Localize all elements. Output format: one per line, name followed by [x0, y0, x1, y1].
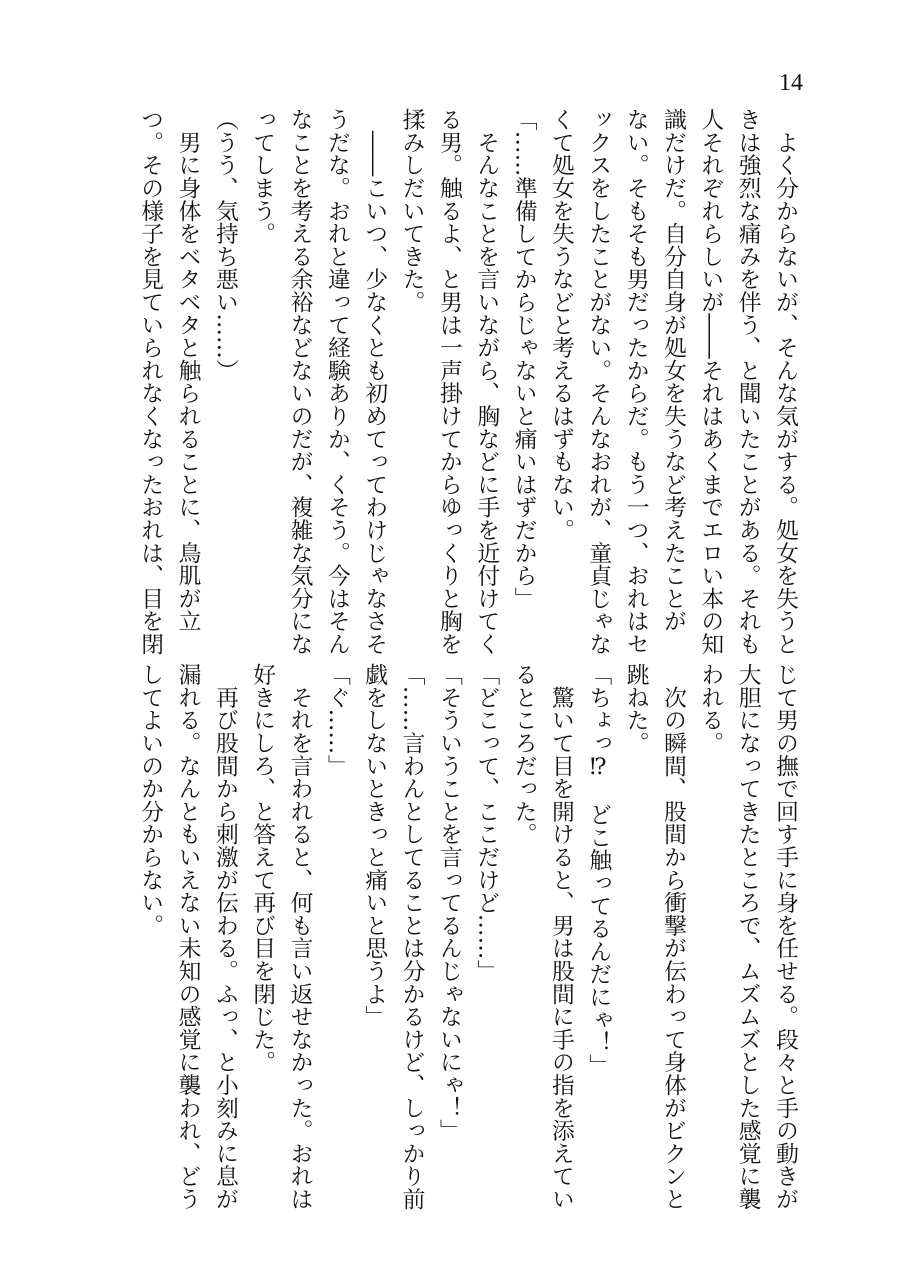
text-line: してよいのか分からない。 [137, 663, 164, 937]
text-line: 驚いて目を開けると、男は股間に手の指を添えてい [547, 663, 574, 1211]
text-line: それを言われると、何も言い返せなかった。おれは [286, 663, 313, 1211]
text-line: るところだった。 [510, 663, 537, 846]
text-line: そんなことを言いながら、胸などに手を近付けてく [473, 108, 500, 656]
text-line: なことを考える余裕などないのだが、複雑な気分にな [286, 108, 313, 656]
text-line: 人それぞれらしいが――それはあくまでエロい本の知 [697, 108, 724, 656]
upper-text-block [131, 108, 803, 656]
text-line: る男。触るよ、と男は一声掛けてからゆっくりと胸を [435, 108, 462, 656]
lower-text-block [131, 663, 803, 1211]
text-line: 識だけだ。自分自身が処女を失うなど考えたことが [659, 108, 686, 633]
text-line: ない。そもそも男だったからだ。もう一つ、おれはセ [622, 108, 649, 656]
text-line: くて処女を失うなどと考えるはずもない。 [547, 108, 574, 542]
text-line: われる。 [697, 663, 724, 755]
text-line: じて男の撫で回す手に身を任せる。段々と手の動きが [772, 663, 798, 1211]
text-line: 次の瞬間、股間から衝撃が伝わって身体がビクンと [659, 663, 686, 1211]
text-line: 「どこって、ここだけど……」 [473, 663, 500, 983]
text-line: うだな。おれと違って経験ありか、くそう。今はそん [323, 108, 350, 656]
text-line: 漏れる。なんともいえない未知の感覚に襲われ、どう [174, 663, 201, 1211]
text-line: 男に身体をベタベタと触られることに、鳥肌が立 [174, 108, 201, 633]
text-line: よく分からないが、そんな気がする。処女を失うと [772, 108, 798, 656]
text-line: 揉みしだいてきた。 [398, 108, 425, 314]
text-line: 跳ねた。 [622, 663, 649, 755]
text-line: ――こいつ、少なくとも初めてってわけじゃなさそ [361, 108, 388, 656]
text-line: ックスをしたことがない。そんなおれが、童貞じゃな [585, 108, 612, 656]
text-line: 「ぐ……」 [323, 663, 350, 777]
text-line: （うう、気持ち悪い……） [211, 108, 238, 382]
text-line: つ。その様子を見ていられなくなったおれは、目を閉 [137, 108, 164, 656]
text-line: 再び股間から刺激が伝わる。ふっ、と小刻みに息が [211, 663, 238, 1211]
text-line: 「そういうことを言ってるんじゃないにゃ！」 [435, 663, 462, 1142]
text-line: ってしまう。 [249, 108, 276, 245]
text-line: 戯をしないときっと痛いと思うよ」 [361, 663, 388, 1028]
text-line: 「ちょっ⁉ どこ触ってるんだにゃ！」 [585, 663, 612, 1077]
text-line: 「……言わんとしてることは分かるけど、しっかり前 [398, 663, 425, 1211]
text-line: きは強烈な痛みを伴う、と聞いたことがある。それも [734, 108, 761, 656]
text-line: 好きにしろ、と答えて再び目を閉じた。 [249, 663, 276, 1074]
text-line: 大胆になってきたところで、ムズムズとした感覚に襲 [734, 663, 761, 1211]
page-number: 14 [779, 70, 803, 96]
text-line: 「……準備してからじゃないと痛いはずだから」 [510, 108, 537, 610]
